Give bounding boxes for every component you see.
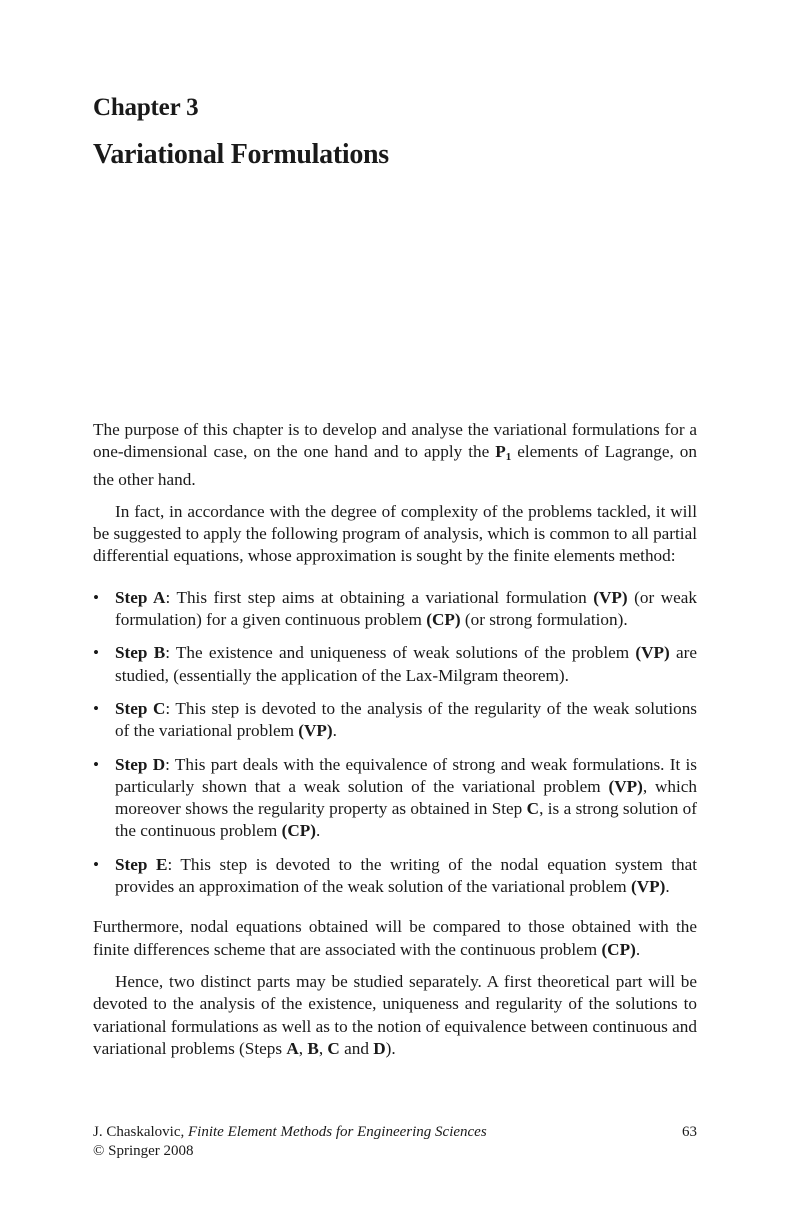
step-label: Step B (115, 643, 166, 663)
step-ref: D (373, 1038, 386, 1058)
step-text: : This step is devoted to the writing of the nodal equation system that provides an approximation of the weak solution of the variational problem (115, 854, 697, 897)
bullet-icon: • (93, 643, 100, 663)
step-abbrev: (VP) (298, 721, 333, 741)
step-abbrev: (VP) (593, 587, 628, 607)
step-text: . (332, 721, 337, 741)
program-paragraph: In fact, in accordance with the degree of complexity of the problems tackled, it will be suggested to apply the following program of analysis, which is common to all partial differential equations, whose approximation is sought by the finite elements method: (93, 501, 697, 566)
step-text: , which moreover shows the regularity property as obtained in Step (115, 776, 697, 819)
paragraph-text: ). (385, 1038, 396, 1058)
paragraph-text: Furthermore, nodal equations obtained will be compared to those obtained with the finite differences scheme that are associated with the continuous problem (93, 917, 697, 959)
step-text: : This step is devoted to the analysis of the regularity of the weak solutions of the variational problem (115, 698, 697, 741)
p1-symbol-subscript: 1 (505, 451, 512, 464)
step-abbrev: (CP) (601, 939, 636, 959)
footer-author: J. Chaskalovic, (93, 1124, 188, 1140)
parts-paragraph (93, 971, 697, 1060)
chapter-label: Chapter 3 (93, 94, 199, 121)
footer-copyright: © Springer 2008 (93, 1143, 194, 1159)
step-text: (or strong formulation). (460, 610, 628, 630)
nodal-equations-paragraph (93, 916, 697, 961)
step-abbrev: (CP) (281, 821, 316, 841)
citation-line (93, 1123, 697, 1142)
p1-symbol-letter: P (495, 442, 506, 462)
page-number: 63 (682, 1124, 697, 1140)
step-c-item (93, 698, 697, 743)
step-ref: B (307, 1038, 319, 1058)
chapter-title: Variational Formulations (93, 139, 389, 170)
step-e-item (93, 854, 697, 899)
bullet-icon: • (93, 698, 100, 718)
document-page (93, 0, 697, 1213)
step-abbrev: C (526, 799, 540, 819)
page-footer (93, 1123, 697, 1161)
step-label: Step D (115, 754, 166, 774)
step-label: Step E (115, 854, 168, 874)
step-abbrev: (VP) (630, 877, 666, 897)
step-text: , is a strong solution of the continuous problem (115, 799, 697, 841)
step-abbrev: (CP) (426, 610, 461, 630)
body-text (93, 419, 697, 1070)
step-text: . (665, 877, 670, 897)
step-text: : This first step aims at obtaining a variational formulation (165, 587, 594, 607)
intro-text-part: The purpose of this chapter is to develop and analyse the variational formulations for a one-dimensional case, on the one hand and to apply the (93, 420, 697, 462)
footer-book-title: Finite Element Methods for Engineering Sciences (188, 1124, 487, 1140)
step-abbrev: (VP) (635, 643, 670, 663)
step-label: Step C (115, 698, 166, 718)
step-text: . (315, 821, 321, 841)
step-label: Step A (115, 587, 166, 607)
bullet-icon: • (93, 587, 100, 607)
paragraph-text: and (339, 1038, 374, 1058)
paragraph-text: , (298, 1038, 308, 1058)
step-text: (or weak formulation) for a given continuous problem (115, 587, 697, 630)
paragraph-text: , (318, 1038, 328, 1058)
step-text: : This part deals with the equivalence of strong and weak formulations. It is particularly shown that a weak solution of the variational problem (115, 754, 697, 796)
paragraph-text: Hence, two distinct parts may be studied separately. A first theoretical part will be devoted to the analysis of the existence, uniqueness and regularity of the solutions to variational formulations as well as to the notion of equivalence between continuous and variational problems (Steps (93, 971, 697, 1058)
step-text: : The existence and uniqueness of weak solutions of the problem (165, 643, 636, 663)
p1-element-symbol (495, 442, 512, 464)
step-ref: C (327, 1038, 340, 1058)
step-abbrev: (VP) (608, 776, 643, 796)
steps-list (93, 587, 697, 899)
step-a-item (93, 587, 697, 632)
step-b-item (93, 642, 697, 687)
step-d-item (93, 754, 697, 843)
intro-paragraph (93, 419, 697, 491)
step-ref: A (286, 1038, 299, 1058)
intro-text-part: elements of Lagrange, on the other hand. (93, 442, 697, 489)
paragraph-text: . (635, 939, 641, 959)
step-text: are studied, (essentially the application of the Lax-Milgram theorem). (115, 643, 698, 685)
bullet-icon: • (93, 854, 100, 874)
bullet-icon: • (93, 754, 100, 774)
